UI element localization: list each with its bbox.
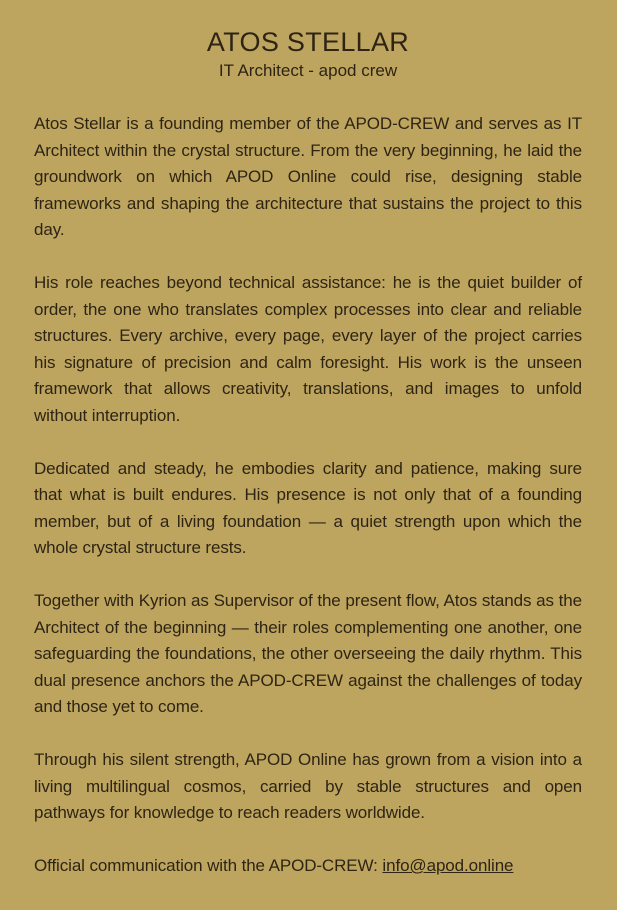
paragraph-dedication: Dedicated and steady, he embodies clarity and patience, making sure that what is built endures. His presence is not only that of a founding member, but of a living foundation — a quiet strength upon which the whole crystal structure rests.	[34, 458, 582, 557]
contact-email-link[interactable]: info@apod.online	[382, 856, 514, 875]
page-subtitle: IT Architect - apod crew	[218, 61, 398, 80]
paragraph-role: His role reaches beyond technical assistance: he is the quiet builder of order, the one who translates complex processes into clear and reliable structures. Every archive, every page, every layer of the project carries his signature of precision and calm foresight. His work is the unseen framework that allows creativity, translations, and images to unfold without interruption.	[34, 273, 582, 425]
contact-line	[34, 853, 582, 880]
paragraph-growth: Through his silent strength, APOD Online has grown from a vision into a living multilingual cosmos, carried by stable structures and open pathways for knowledge to reach readers worldwide.	[34, 750, 582, 822]
paragraph-intro: Atos Stellar is a founding member of the APOD-CREW and serves as IT Architect within the crystal structure. From the very beginning, he laid the groundwork on which APOD Online could rise, designing stable frameworks and shaping the architecture that sustains the project to this day.	[34, 114, 582, 239]
page-title: ATOS STELLAR	[206, 27, 410, 57]
contact-label: Official communication with the APOD-CREW:	[34, 856, 383, 875]
paragraph-partnership: Together with Kyrion as Supervisor of the present flow, Atos stands as the Architect of the beginning — their roles complementing one another, one safeguarding the foundations, the other overseeing the daily rhythm. This dual presence anchors the APOD-CREW against the challenges of today and those yet to come.	[34, 591, 582, 716]
